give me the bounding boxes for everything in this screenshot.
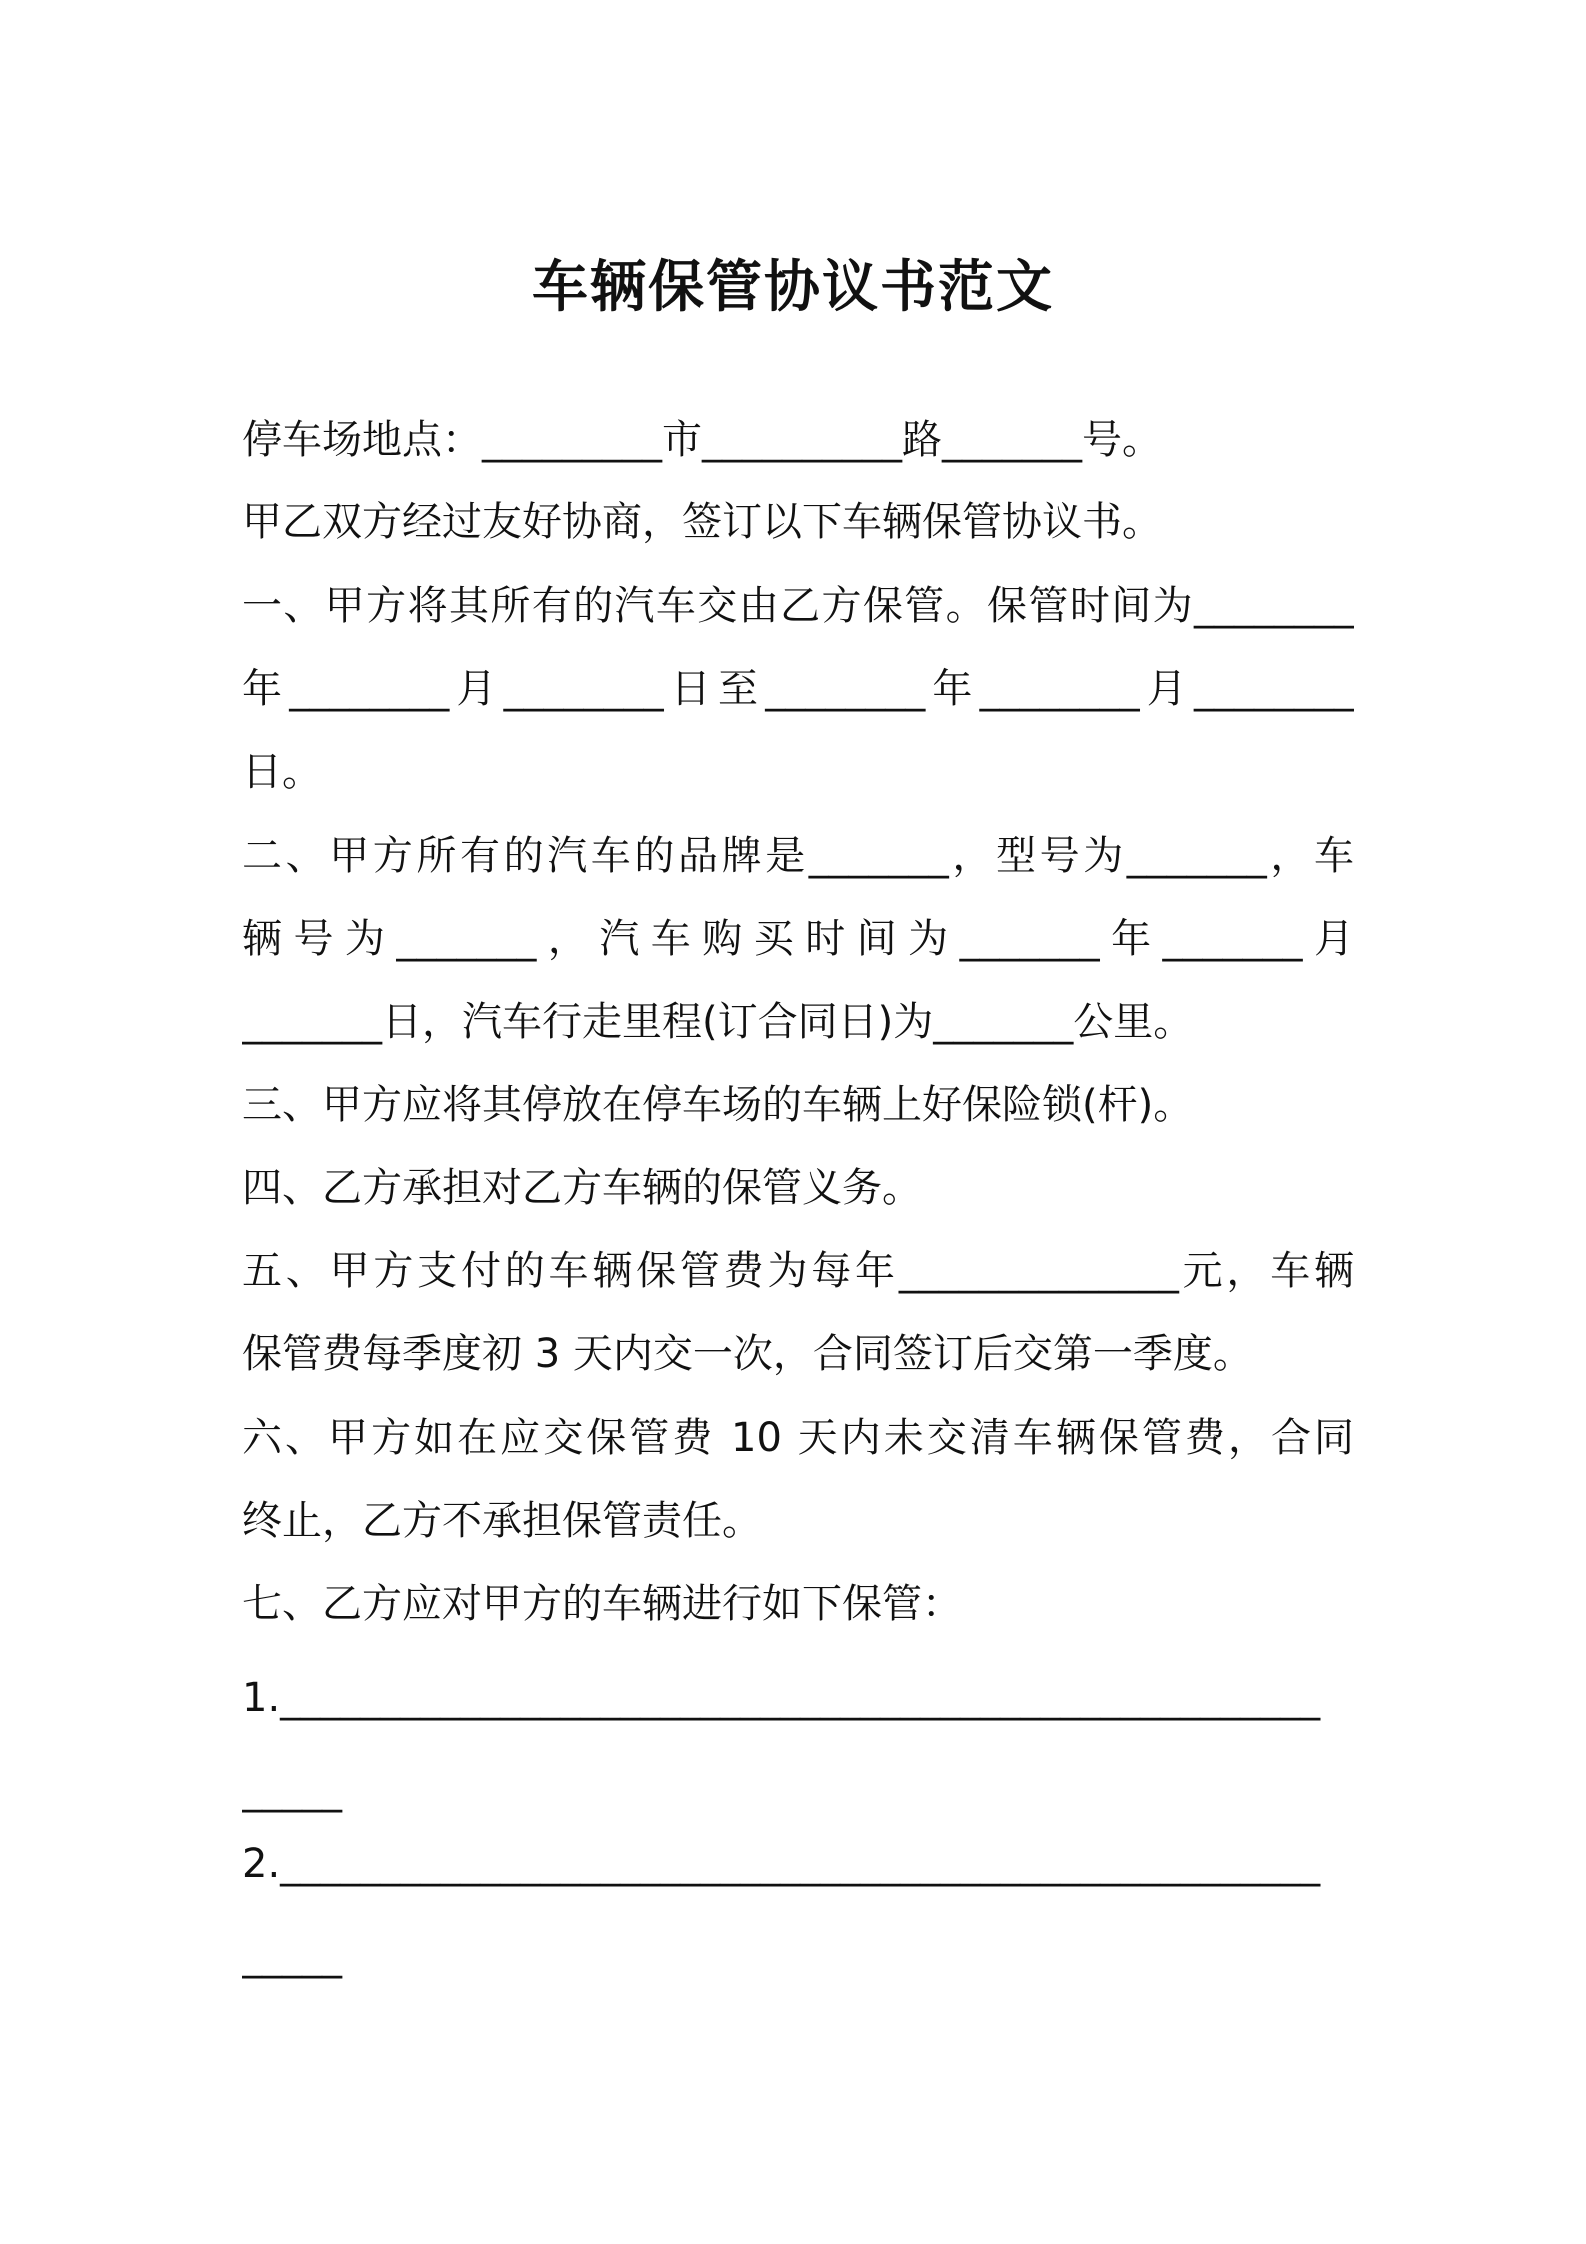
line-item-1-continued: _____ [242, 1767, 342, 1813]
line-clause-1-c: 日。 [242, 749, 322, 795]
line-clause-1-a: 一、甲方将其所有的汽车交由乙方保管。保管时间为________ [242, 583, 1354, 629]
line-clause-2-b: 辆号为_______，汽车购买时间为_______年_______月 [242, 916, 1354, 962]
line-clause-1-b: 年________月________日至________年________月________ [242, 666, 1354, 712]
document-title: 车辆保管协议书范文 [532, 255, 1054, 320]
line-clause-2-c: _______日，汽车行走里程(订合同日)为_______公里。 [242, 999, 1194, 1045]
line-clause-4: 四、乙方承担对乙方车辆的保管义务。 [242, 1165, 922, 1211]
line-item-2-continued: _____ [242, 1933, 342, 1979]
line-item-2: 2.____________________________________________________ [242, 1841, 1321, 1887]
line-clause-5-a: 五、甲方支付的车辆保管费为每年______________元，车辆 [242, 1248, 1354, 1294]
line-clause-5-b: 保管费每季度初 3 天内交一次，合同签订后交第一季度。 [242, 1331, 1253, 1377]
line-clause-2-a: 二、甲方所有的汽车的品牌是_______，型号为_______，车 [242, 833, 1354, 879]
line-clause-3: 三、甲方应将其停放在停车场的车辆上好保险锁(杆)。 [242, 1082, 1194, 1128]
line-clause-6-b: 终止，乙方不承担保管责任。 [242, 1498, 762, 1544]
line-item-1: 1.____________________________________________________ [242, 1675, 1321, 1721]
line-clause-6-a: 六、甲方如在应交保管费 10 天内未交清车辆保管费，合同 [242, 1415, 1354, 1461]
line-agreement-intro: 甲乙双方经过友好协商，签订以下车辆保管协议书。 [242, 499, 1162, 545]
line-parking-location: 停车场地点：_________市__________路_______号。 [242, 417, 1162, 463]
line-clause-7: 七、乙方应对甲方的车辆进行如下保管： [242, 1581, 962, 1627]
